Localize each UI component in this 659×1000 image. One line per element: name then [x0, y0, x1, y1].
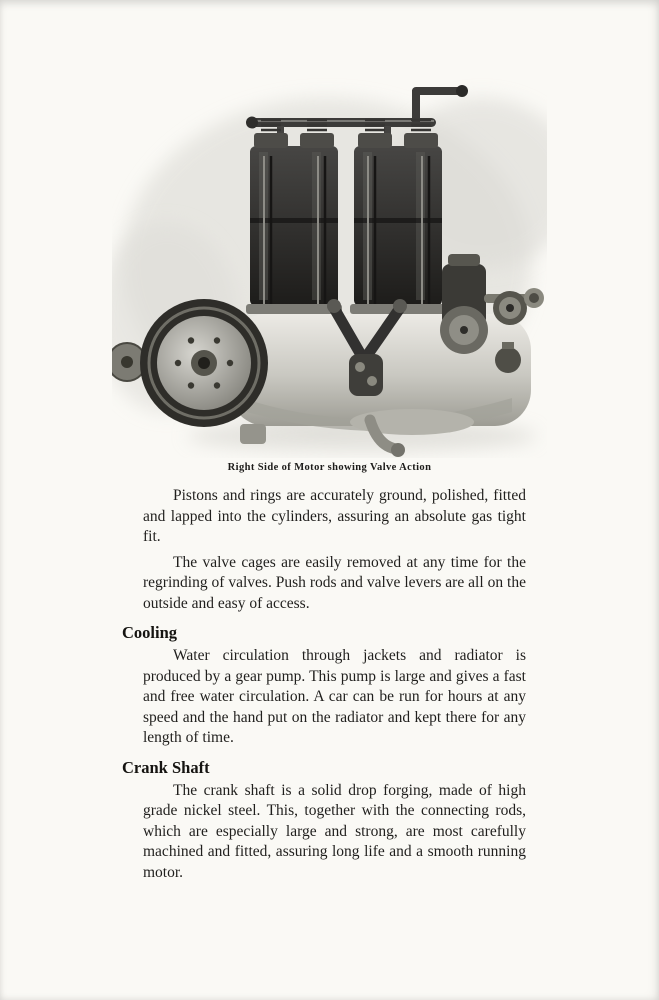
- engine-figure: [112, 68, 547, 473]
- section-heading-cooling: Cooling: [122, 623, 178, 642]
- cylinder-block: [350, 120, 446, 314]
- figure-caption: Right Side of Motor showing Valve Action: [227, 462, 432, 473]
- cylinder-block: [246, 120, 342, 314]
- paragraph-pistons: Pistons and rings are accurately ground, polished, fitted and lapped into the cylinders, assuring an absolute gas tight fit.: [143, 487, 526, 545]
- text-block: [122, 486, 526, 888]
- engine-illustration: [112, 68, 547, 458]
- paragraph-cooling: Water circulation through jackets and radiator is produced by a gear pump. This pump is large and gives a fast and free water circulation. A car can be run for hours at any speed and the hand put on the radiator and kept there for any length of time.: [143, 647, 526, 746]
- paragraph-crank-shaft: The crank shaft is a solid drop forging, made of high grade nickel steel. This, together with the connecting rods, which are especially large and strong, are most carefully machined and fitted, assuring long life and a smooth running motor.: [143, 781, 526, 881]
- paragraph-valve-cages: The valve cages are easily removed at any time for the regrinding of valves. Push rods and valve levers are all on the outside and easy of access.: [143, 553, 526, 612]
- section-heading-crank-shaft: Crank Shaft: [122, 757, 210, 777]
